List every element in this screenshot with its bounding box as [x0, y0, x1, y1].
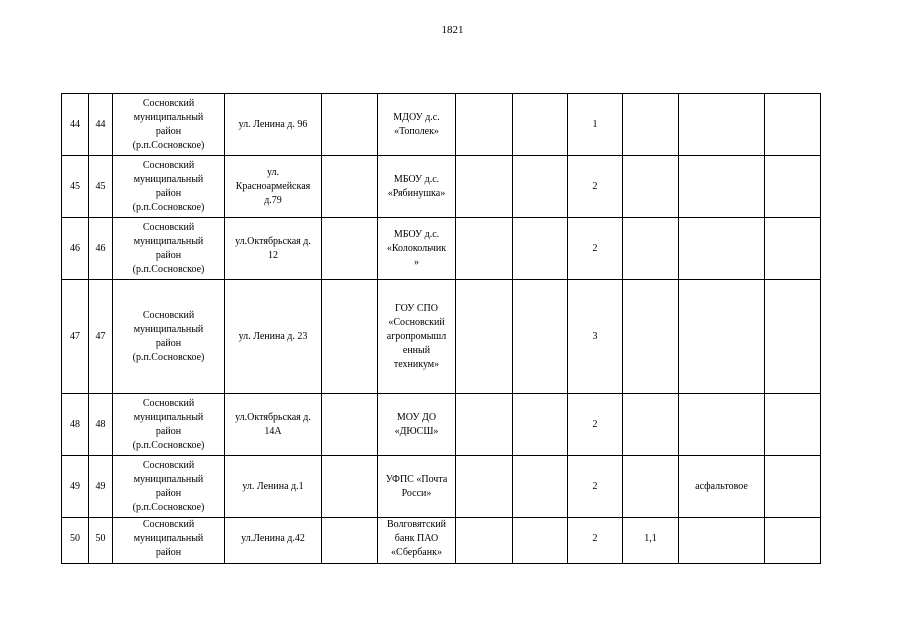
count-cell: 2	[568, 218, 623, 280]
count-cell: 1	[568, 94, 623, 156]
row-number-cell: 49	[62, 456, 89, 518]
count-cell: 2	[568, 518, 623, 564]
row-number-cell: 50	[62, 518, 89, 564]
organization-cell: МБОУ д.с. «Рябинушка»	[378, 156, 456, 218]
empty-cell	[765, 156, 821, 218]
organization-cell: МДОУ д.с. «Тополек»	[378, 94, 456, 156]
empty-cell	[456, 156, 513, 218]
area-cell	[623, 94, 679, 156]
count-cell: 3	[568, 280, 623, 394]
district-cell: Сосновский муниципальный район (р.п.Сосновское)	[113, 394, 225, 456]
empty-cell	[322, 94, 378, 156]
count-cell: 2	[568, 156, 623, 218]
organization-cell: УФПС «Почта Росси»	[378, 456, 456, 518]
empty-cell	[513, 518, 568, 564]
empty-cell	[456, 394, 513, 456]
row-index-cell: 50	[89, 518, 113, 564]
district-cell: Сосновский муниципальный район (р.п.Сосновское)	[113, 280, 225, 394]
row-index-cell: 46	[89, 218, 113, 280]
empty-cell	[456, 518, 513, 564]
empty-cell	[456, 280, 513, 394]
table-row	[62, 518, 821, 564]
surface-cell	[679, 94, 765, 156]
area-cell	[623, 394, 679, 456]
row-index-cell: 49	[89, 456, 113, 518]
area-cell: 1,1	[623, 518, 679, 564]
row-index-cell: 47	[89, 280, 113, 394]
count-cell: 2	[568, 394, 623, 456]
empty-cell	[513, 156, 568, 218]
empty-cell	[765, 280, 821, 394]
address-cell: ул. Ленина д.1	[225, 456, 322, 518]
empty-cell	[322, 156, 378, 218]
empty-cell	[322, 456, 378, 518]
empty-cell	[513, 280, 568, 394]
district-cell: Сосновский муниципальный район (р.п.Сосновское)	[113, 156, 225, 218]
row-index-cell: 48	[89, 394, 113, 456]
address-cell: ул. Красноармейская д.79	[225, 156, 322, 218]
page-number: 1821	[441, 24, 464, 36]
table-row	[62, 280, 821, 394]
empty-cell	[456, 94, 513, 156]
empty-cell	[456, 218, 513, 280]
row-number-cell: 44	[62, 94, 89, 156]
count-cell: 2	[568, 456, 623, 518]
registry-table	[61, 93, 821, 564]
district-cell: Сосновский муниципальный район	[113, 518, 225, 564]
row-number-cell: 47	[62, 280, 89, 394]
empty-cell	[322, 394, 378, 456]
empty-cell	[513, 456, 568, 518]
table-row	[62, 456, 821, 518]
empty-cell	[322, 518, 378, 564]
empty-cell	[765, 456, 821, 518]
surface-cell	[679, 394, 765, 456]
empty-cell	[765, 218, 821, 280]
organization-cell: МБОУ д.с. «Колокольчик »	[378, 218, 456, 280]
empty-cell	[513, 218, 568, 280]
row-number-cell: 48	[62, 394, 89, 456]
surface-cell: асфальтовое	[679, 456, 765, 518]
empty-cell	[765, 94, 821, 156]
organization-cell: МОУ ДО «ДЮСШ»	[378, 394, 456, 456]
district-cell: Сосновский муниципальный район (р.п.Сосновское)	[113, 94, 225, 156]
table-row	[62, 394, 821, 456]
table-row	[62, 156, 821, 218]
empty-cell	[322, 218, 378, 280]
table-row	[62, 218, 821, 280]
address-cell: ул.Ленина д.42	[225, 518, 322, 564]
area-cell	[623, 456, 679, 518]
area-cell	[623, 280, 679, 394]
address-cell: ул.Октябрьская д. 12	[225, 218, 322, 280]
surface-cell	[679, 218, 765, 280]
surface-cell	[679, 280, 765, 394]
organization-cell: ГОУ СПО «Сосновский агропромышл енный техникум»	[378, 280, 456, 394]
empty-cell	[322, 280, 378, 394]
address-cell: ул. Ленина д. 23	[225, 280, 322, 394]
address-cell: ул. Ленина д. 96	[225, 94, 322, 156]
organization-cell: Волговятский банк ПАО «Сбербанк»	[378, 518, 456, 564]
surface-cell	[679, 518, 765, 564]
empty-cell	[765, 394, 821, 456]
surface-cell	[679, 156, 765, 218]
empty-cell	[765, 518, 821, 564]
area-cell	[623, 218, 679, 280]
address-cell: ул.Октябрьская д. 14А	[225, 394, 322, 456]
row-number-cell: 46	[62, 218, 89, 280]
table-row	[62, 94, 821, 156]
area-cell	[623, 156, 679, 218]
district-cell: Сосновский муниципальный район (р.п.Сосновское)	[113, 218, 225, 280]
empty-cell	[456, 456, 513, 518]
district-cell: Сосновский муниципальный район (р.п.Сосновское)	[113, 456, 225, 518]
row-index-cell: 44	[89, 94, 113, 156]
row-number-cell: 45	[62, 156, 89, 218]
empty-cell	[513, 94, 568, 156]
row-index-cell: 45	[89, 156, 113, 218]
empty-cell	[513, 394, 568, 456]
